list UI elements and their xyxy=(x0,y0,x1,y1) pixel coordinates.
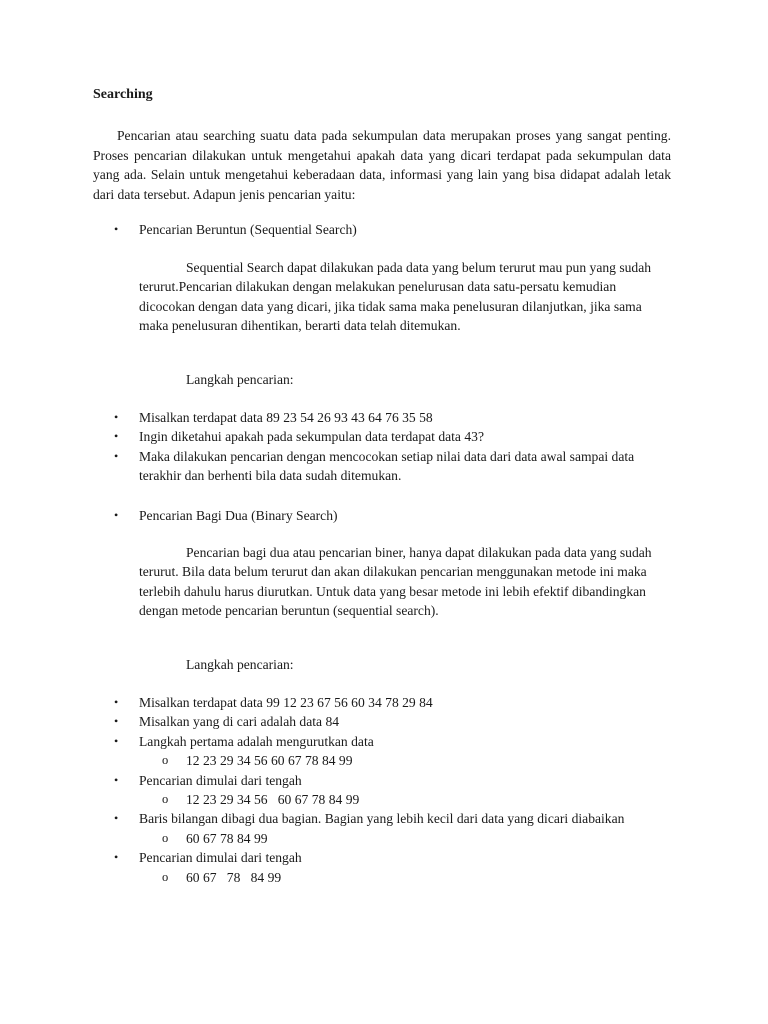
bullet-icon: • xyxy=(114,850,119,865)
sub-list-item xyxy=(0,751,673,770)
sub-list-item xyxy=(0,868,673,887)
binary-description: Pencarian bagi dua atau pencarian biner, hanya dapat dilakukan pada data yang sudah terurut. Bila data belum terurut dan akan dilakukan pencarian menggunakan metode ini maka terlebih dahulu harus diurutkan. Untuk data yang besar metode ini lebih efektif dibandingkan dengan metode pencarian beruntun (sequential search). xyxy=(139,545,652,618)
step-text: Maka dilakukan pencarian dengan mencocokan setiap nilai data dari data awal sampai data terakhir dan berhenti bila data sudah ditemukan. xyxy=(139,448,635,484)
list-item xyxy=(0,408,673,427)
step-text: Misalkan terdapat data 99 12 23 67 56 60 34 78 29 84 xyxy=(139,695,433,710)
list-item xyxy=(0,712,673,731)
bullet-icon: • xyxy=(114,714,119,729)
sub-step-text: 60 67 78 84 99 xyxy=(186,830,268,846)
bullet-icon: • xyxy=(114,811,119,826)
list-item xyxy=(0,447,673,486)
step-text: Misalkan terdapat data 89 23 54 26 93 43 64 76 35 58 xyxy=(139,410,433,425)
sub-bullet-icon: o xyxy=(162,830,169,845)
step-text: Misalkan yang di cari adalah data 84 xyxy=(139,714,340,730)
list-item-binary-heading xyxy=(0,506,673,525)
bullet-icon: • xyxy=(114,222,119,236)
sub-step-text: 60 67 78 84 99 xyxy=(186,869,282,885)
page-title: Searching xyxy=(93,87,153,102)
sub-list-item xyxy=(0,790,673,809)
list-item xyxy=(0,732,673,751)
sequential-steps-label: Langkah pencarian: xyxy=(186,372,294,387)
intro-paragraph: Pencarian atau searching suatu data pada sekumpulan data merupakan proses yang sangat penting. Proses pencarian dilakukan untuk mengetahui apakah data yang dicari terdapat pada sekumpulan data yang ada. Selain untuk mengetahui keberadaan data, informasi yang lain yang bisa didapat adalah letak dari data tersebut. Adapun jenis pencarian yaitu: xyxy=(93,128,671,202)
step-text: Pencarian dimulai dari tengah xyxy=(139,850,302,866)
sub-list-item xyxy=(0,829,673,848)
sub-bullet-icon: o xyxy=(162,869,169,884)
binary-steps-label: Langkah pencarian: xyxy=(186,657,294,672)
sub-bullet-icon: o xyxy=(162,753,169,768)
list-item xyxy=(0,848,673,867)
bullet-icon: • xyxy=(114,772,119,787)
sequential-heading: Pencarian Beruntun (Sequential Search) xyxy=(139,222,357,237)
step-text: Pencarian dimulai dari tengah xyxy=(139,772,302,788)
step-text: Ingin diketahui apakah pada sekumpulan data terdapat data 43? xyxy=(139,429,484,445)
step-text: Baris bilangan dibagi dua bagian. Bagian yang lebih kecil dari data yang dicari diabaikan xyxy=(139,811,625,827)
list-item xyxy=(0,771,673,790)
bullet-icon: • xyxy=(114,508,119,522)
sequential-steps-list xyxy=(0,408,673,486)
bullet-icon: • xyxy=(114,695,119,709)
method-list-sequential xyxy=(0,220,673,239)
bullet-icon: • xyxy=(114,733,119,748)
list-item xyxy=(0,693,673,712)
binary-steps-list xyxy=(0,693,673,887)
sequential-description: Sequential Search dapat dilakukan pada data yang belum terurut mau pun yang sudah terurut.Pencarian dilakukan dengan melakukan penelurusan data satu-persatu kemudian dicocokan dengan data yang dicari, jika tidak sama maka penelusuran dilanjutkan, jika sama maka penelusuran dihentikan, berarti data telah ditemukan. xyxy=(139,260,652,333)
sub-bullet-icon: o xyxy=(162,792,169,807)
sub-step-text: 12 23 29 34 56 60 67 78 84 99 xyxy=(186,792,360,808)
method-list-binary xyxy=(0,506,673,525)
list-item xyxy=(0,427,673,446)
bullet-icon: • xyxy=(114,429,119,444)
sub-step-text: 12 23 29 34 56 60 67 78 84 99 xyxy=(186,753,353,769)
list-item-sequential-heading xyxy=(0,220,673,239)
list-item xyxy=(0,809,673,828)
bullet-icon: • xyxy=(114,448,119,463)
bullet-icon: • xyxy=(114,410,119,424)
step-text: Langkah pertama adalah mengurutkan data xyxy=(139,733,374,749)
binary-heading: Pencarian Bagi Dua (Binary Search) xyxy=(139,508,338,523)
